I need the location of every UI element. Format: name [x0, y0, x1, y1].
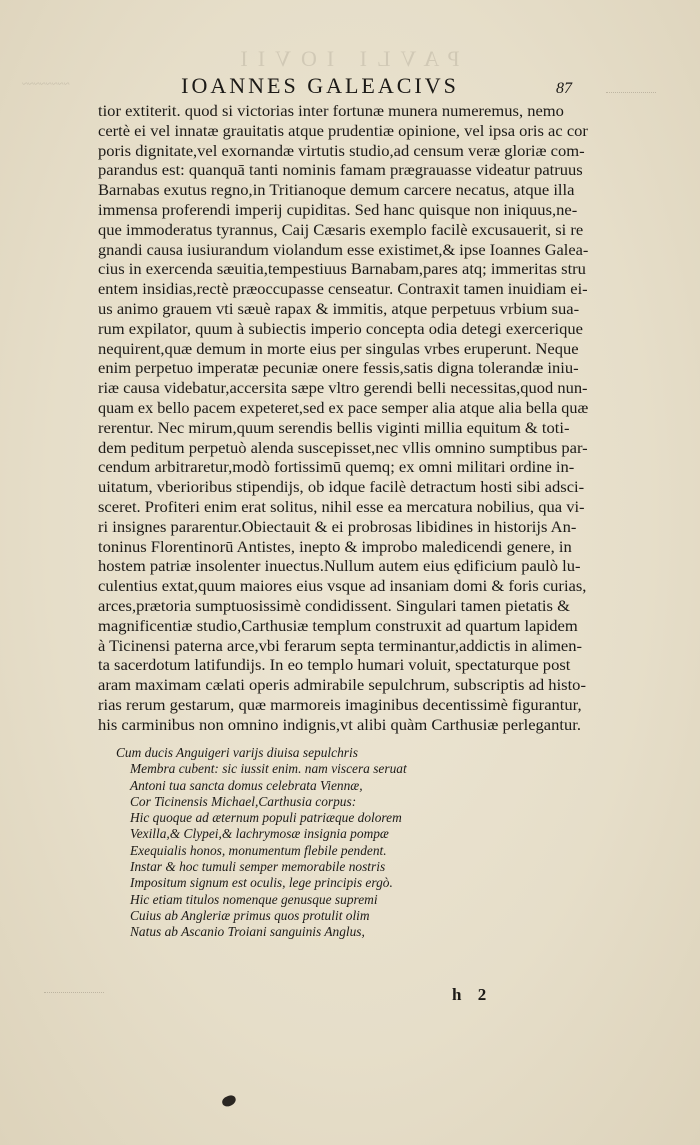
show-through-text: PAVLI IOVII — [230, 46, 460, 71]
text-line: rerentur. Nec mirum,quum serendis bellis viginti millia equitum & toti- — [98, 419, 570, 437]
text-line: dem peditum perpetuò alenda suscepisset,nec vllis omnino sumptibus par- — [98, 439, 588, 457]
epitaph-verse — [116, 745, 456, 941]
verse-line: Natus ab Ascanio Troiani sanguinis Anglus, — [130, 924, 365, 940]
text-line: enim perpetuo imperatæ pecuniæ onere fessis,satis digna tolerandæ iniu- — [98, 360, 579, 378]
signature-mark: h 2 — [452, 985, 493, 1004]
text-line: quam ex bello pacem expeteret,sed ex pace semper alia atque alia bella quæ — [98, 399, 589, 417]
body-text — [98, 102, 588, 736]
text-line: ri insignes pararentur.Obiectauit & ei probrosas libidines in historijs An- — [98, 518, 577, 536]
text-line: rum expilator, quum à subiectis imperio concepta odia detegi exercerique — [98, 320, 583, 338]
verse-line: Cuius ab Angleriæ primus quos protulit olim — [130, 907, 370, 923]
text-line: que immoderatus tyrannus, Caij Cæsaris exemplo facilè excusauerit, si re — [98, 221, 584, 239]
text-line: cius in exercenda sæuitia,tempestiuus Barnabam,pares atq; immeritas stru — [98, 261, 586, 279]
verse-line: Cor Ticinensis Michael,Carthusia corpus: — [130, 793, 357, 809]
page-number: 87 — [556, 80, 572, 97]
ink-blot — [221, 1094, 237, 1108]
margin-stain — [44, 992, 104, 997]
verse-line: Exequialis honos, monumentum flebile pendent. — [130, 842, 387, 858]
margin-stain — [606, 92, 656, 97]
text-line: rias rerum gestarum, quæ marmoreis imaginibus decentissimè figurantur, — [98, 696, 582, 714]
verse-line: Instar & hoc tumuli semper memorabile nostris — [130, 859, 386, 875]
text-line: uitatum, vberioribus stipendijs, ob idque facilè detractum hosti sibi adsci- — [98, 479, 585, 497]
text-line: hostem patriæ insolenter inuectus.Nullum autem eius ędificium paulò lu- — [98, 558, 581, 576]
verse-line: Membra cubent: sic iussit enim. nam viscera seruat — [130, 761, 407, 777]
text-line: gnandi causa iusiurandum violandum esse existimet,& ipse Ioannes Galea- — [98, 241, 589, 259]
text-line: poris dignitate,vel exornandæ virtutis studio,ad censum veræ gloriæ com- — [98, 142, 585, 160]
text-line: tior extiterit. quod si victorias inter fortunæ munera numeremus, nemo — [98, 103, 564, 120]
text-line: nequirent,quæ demum in morte eius per singulas vrbes eruperunt. Neque — [98, 340, 579, 358]
text-line: parandus est: quanquā tanti nominis famam prægrauasse videatur patruus — [98, 162, 583, 180]
text-line: toninus Florentinorū Antistes, inepto & improbo maledicendi genere, in — [98, 538, 572, 556]
verse-line: Hic etiam titulos nomenque genusque supremi — [130, 891, 378, 907]
text-line: entem insidias,rectè præoccupasse censeatur. Contraxit tamen inuidiam ei- — [98, 281, 588, 299]
text-line: us animo grauem vti sæuè rapax & immitis, atque perpetuus vrbium sua- — [98, 300, 580, 318]
text-line: Barnabas exutus regno,in Tritianoque demum carcere necatus, atque illa — [98, 182, 575, 200]
verse-line: Impositum signum est oculis, lege principis ergò. — [130, 875, 393, 891]
verse-line: Vexilla,& Clypei,& lachrymosæ insignia pompæ — [130, 826, 389, 842]
text-line: aram maximam cælati operis admirabile sepulchrum, subscriptis ad histo- — [98, 677, 586, 695]
text-line: magnificentiæ studio,Carthusiæ templum construxit ad quartum lapidem — [98, 617, 578, 635]
show-through-margin: ~~~~~~~~ — [22, 78, 70, 90]
text-line: culentius extat,quum maiores eius vsque ad insaniam domi & foris curias, — [98, 578, 587, 596]
text-line: immensa proferendi imperij cupiditas. Sed hanc quisque non iniquus,ne- — [98, 201, 578, 219]
text-line: arces,prætoria sumptuosissimè condidissent. Singulari tamen pietatis & — [98, 597, 570, 615]
text-line: à Ticinensi paterna arce,vbi ferarum septa terminantur,addictis in alimen- — [98, 637, 583, 655]
text-line: his carminibus non omnino indignis,vt alibi quàm Carthusiæ perlegantur. — [98, 716, 581, 734]
text-line: sceret. Profiteri enim erat solitus, nihil esse ea mercatura nobilius, qua vi- — [98, 498, 585, 516]
verse-line: Cum ducis Anguigeri varijs diuisa sepulchris — [116, 745, 358, 760]
verse-line: Antoni tua sancta domus celebrata Viennæ, — [130, 777, 363, 793]
verse-line: Hic quoque ad æternum populi patriæque dolorem — [130, 810, 402, 826]
text-line: ta sacerdotum latifundijs. In eo templo humari voluit, spectaturque post — [98, 657, 571, 675]
text-line: cendum arbitraretur,modò fortissimū quemq; ex omni militari ordine in- — [98, 459, 575, 477]
text-line: riæ causa videbatur,accersita sæpe vltro gerendi belli necessitas,quod nun- — [98, 380, 588, 398]
running-head: IOANNES GALEACIVS — [181, 73, 459, 98]
text-line: certè ei vel innatæ grauitatis atque prudentiæ opinione, vel ipsa oris ac cor — [98, 122, 588, 140]
